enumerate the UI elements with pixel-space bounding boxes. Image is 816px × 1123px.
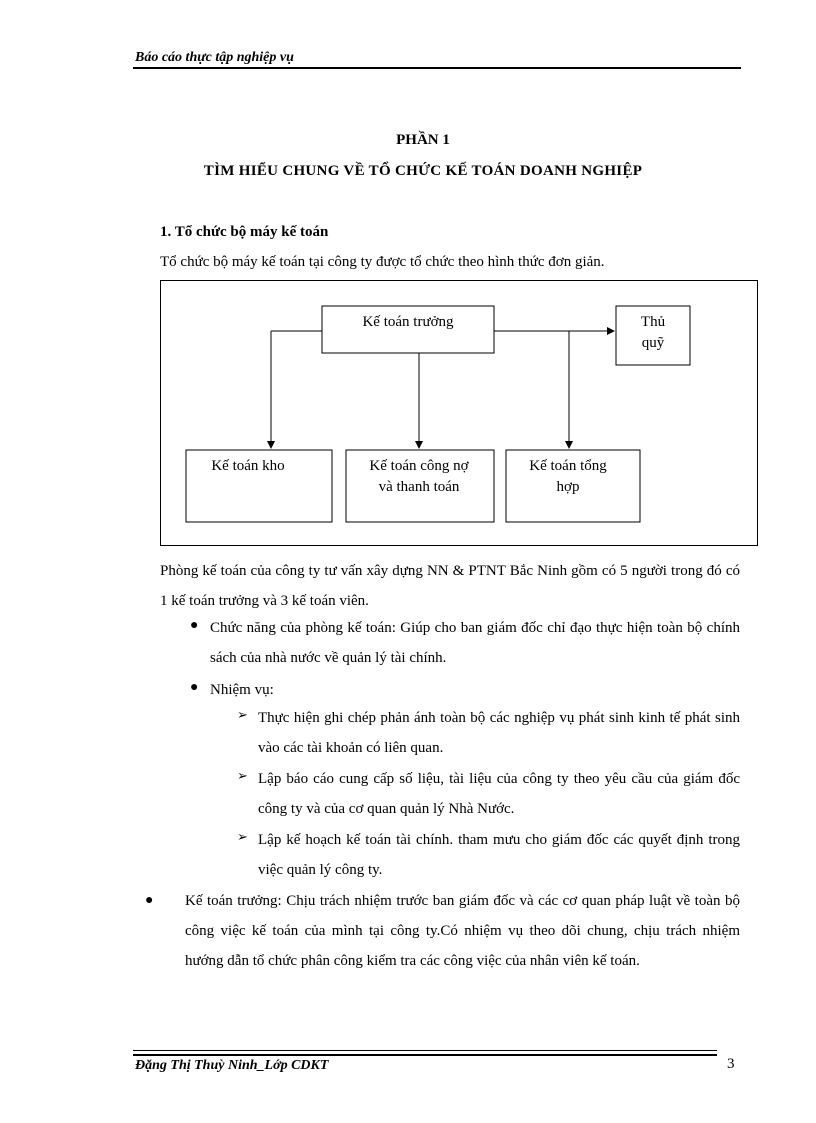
footer-author: Đặng Thị Thuỳ Ninh_Lớp CDKT <box>135 1058 329 1073</box>
bullet-icon: ● <box>190 680 199 695</box>
part-title: TÌM HIỂU CHUNG VỀ TỔ CHỨC KẾ TOÁN DOANH NGHIỆP <box>203 163 643 179</box>
bullet-icon: ● <box>145 893 154 908</box>
running-header: Báo cáo thực tập nghiệp vụ <box>135 50 294 65</box>
general-accountant-label-line2: hợp <box>556 479 580 495</box>
treasurer-label-line2: quỹ <box>641 335 665 351</box>
warehouse-accountant-label: Kế toán kho <box>211 458 285 474</box>
paragraph-department: Phòng kế toán của công ty tư vấn xây dựng NN & PTNT Bắc Ninh gồm có 5 người trong đó có 1 kế toán trưởng và 3 kế toán viên. <box>160 563 740 609</box>
footer-rule-thick <box>133 1054 717 1056</box>
treasurer-label-line1: Thủ <box>640 314 666 330</box>
arrowhead-bullet-icon: ➢ <box>237 768 248 783</box>
bullet-chief-accountant: Kế toán trưởng: Chịu trách nhiệm trước ban giám đốc và các cơ quan pháp luật về toàn bộ công việc kế toán của mình tại công ty.Có nhiệm vụ theo dõi chung, chịu trách nhiệm hướng dẫn tổ chức phân công kiểm tra các công việc của nhân viên kế toán. <box>185 893 740 969</box>
bullet-duties: Nhiệm vụ: <box>210 682 274 698</box>
debt-accountant-label-line2: và thanh toán <box>378 479 460 495</box>
org-chart <box>160 280 758 546</box>
bullet-icon: ● <box>190 618 199 633</box>
section-intro: Tổ chức bộ máy kế toán tại công ty được tổ chức theo hình thức đơn giản. <box>160 254 605 270</box>
general-accountant-label-line1: Kế toán tổng <box>529 458 607 474</box>
duty-item: Thực hiện ghi chép phản ánh toàn bộ các nghiệp vụ phát sinh kinh tế phát sinh vào các tài khoản có liên quan. <box>258 710 740 756</box>
duty-item: Lập kế hoạch kế toán tài chính. tham mưu cho giám đốc các quyết định trong việc quản lý công ty. <box>258 832 740 878</box>
header-rule <box>133 67 741 69</box>
duty-item: Lập báo cáo cung cấp số liệu, tài liệu của công ty theo yêu cầu của giám đốc công ty và của cơ quan quản lý Nhà Nước. <box>258 771 740 817</box>
arrowhead-bullet-icon: ➢ <box>237 829 248 844</box>
org-chart-frame <box>161 281 758 546</box>
page-number: 3 <box>727 1056 735 1072</box>
section-heading: 1. Tổ chức bộ máy kế toán <box>160 224 329 240</box>
chief-accountant-label: Kế toán trưởng <box>362 314 454 330</box>
arrowhead-bullet-icon: ➢ <box>237 707 248 722</box>
debt-accountant-label-line1: Kế toán công nợ <box>369 458 469 474</box>
footer-rule-thin <box>133 1050 717 1051</box>
part-number: PHẦN 1 <box>396 132 450 148</box>
bullet-functions: Chức năng của phòng kế toán: Giúp cho ban giám đốc chỉ đạo thực hiện toàn bộ chính sách của nhà nước về quản lý tài chính. <box>210 620 740 666</box>
